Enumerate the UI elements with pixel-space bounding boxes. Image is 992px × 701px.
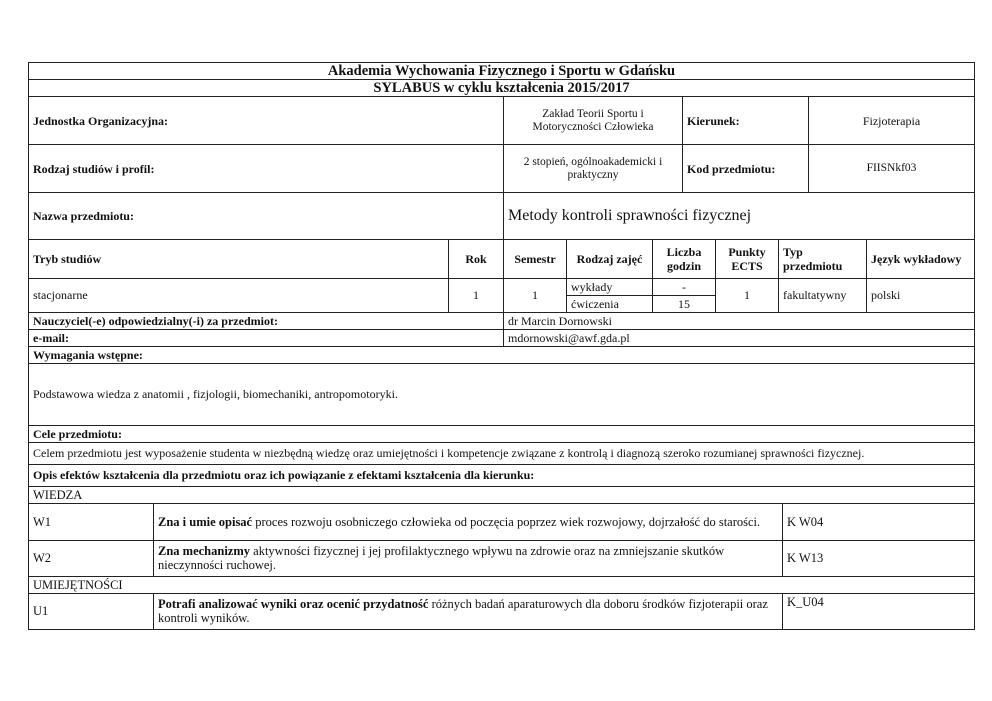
semestr-value: 1 <box>504 278 567 312</box>
goals-text: Celem przedmiotu jest wyposażenie studenta w niezbędną wiedzę oraz umiejętności i kompetencje związane z kontrolą i diagnozą szeroko rozumianej sprawności fizycznej. <box>29 442 975 464</box>
u1-bold: Potrafi analizować wyniki oraz ocenić przydatność <box>158 597 429 611</box>
col-header-rok: Rok <box>449 240 504 278</box>
col-header-punkty: Punkty ECTS <box>716 240 779 278</box>
liczba-cwiczenia: 15 <box>653 295 716 312</box>
syllabus-page <box>28 62 974 630</box>
requirements-label: Wymagania wstępne: <box>29 346 975 363</box>
w2-bold: Zna mechanizmy <box>158 544 251 558</box>
u1-text: różnych badań aparaturowych dla doboru środków fizjoterapii oraz kontroli wyników. <box>158 597 768 625</box>
w2-code: W2 <box>29 540 154 576</box>
u1-description <box>154 593 783 629</box>
unit-label: Jednostka Organizacyjna: <box>29 97 504 145</box>
rodzaj-studiow-value: 2 stopień, ogólnoakademicki i praktyczny <box>504 145 683 193</box>
nazwa-value: Metody kontroli sprawności fizycznej <box>504 193 975 240</box>
kod-value: FIISNkf03 <box>809 145 975 193</box>
w1-text: proces rozwoju osobniczego człowieka od poczęcia poprzez wiek rozwojowy, dojrzałość do starości. <box>252 514 761 529</box>
u1-ref: K_U04 <box>783 593 975 629</box>
liczba-wyklady: - <box>653 278 716 295</box>
w1-ref: K W04 <box>783 503 975 540</box>
kierunek-label: Kierunek: <box>683 97 809 145</box>
col-header-typ: Typ przedmiotu <box>779 240 867 278</box>
syllabus-title: SYLABUS w cyklu kształcenia 2015/2017 <box>29 80 975 97</box>
nazwa-label: Nazwa przedmiotu: <box>29 193 504 240</box>
u1-code: U1 <box>29 593 154 629</box>
requirements-text: Podstawowa wiedza z anatomii , fizjologii, biomechaniki, antropomotoryki. <box>29 363 975 425</box>
col-header-rodzaj: Rodzaj zajęć <box>567 240 653 278</box>
tryb-value: stacjonarne <box>29 278 449 312</box>
w2-description <box>154 540 783 576</box>
rok-value: 1 <box>449 278 504 312</box>
kierunek-value: Fizjoterapia <box>809 97 975 145</box>
email-label: e-mail: <box>29 329 504 346</box>
umiejetnosci-heading: UMIEJĘTNOŚCI <box>29 576 975 593</box>
study-mode-table <box>28 240 975 313</box>
rodzaj-cwiczenia: ćwiczenia <box>567 295 653 312</box>
kod-label: Kod przedmiotu: <box>683 145 809 193</box>
syllabus-header-table <box>28 62 975 240</box>
teacher-label: Nauczyciel(-e) odpowiedzialny(-i) za przedmiot: <box>29 313 504 330</box>
outcomes-label: Opis efektów kształcenia dla przedmiotu oraz ich powiązanie z efektami kształcenia dla kierunku: <box>29 464 975 486</box>
typ-value: fakultatywny <box>779 278 867 312</box>
jezyk-value: polski <box>867 278 975 312</box>
col-header-liczba: Liczba godzin <box>653 240 716 278</box>
w1-code: W1 <box>29 503 154 540</box>
course-details-table <box>28 313 975 487</box>
email-value: mdornowski@awf.gda.pl <box>504 329 975 346</box>
institution-title: Akademia Wychowania Fizycznego i Sportu w Gdańsku <box>29 63 975 80</box>
outcomes-table <box>28 487 975 630</box>
punkty-value: 1 <box>716 278 779 312</box>
col-header-semestr: Semestr <box>504 240 567 278</box>
w1-description <box>154 503 783 540</box>
w2-text: aktywności fizycznej i jej profilaktycznego wpływu na zdrowie oraz na zmniejszanie skutków nieczynności ruchowej. <box>158 544 725 572</box>
w2-ref: K W13 <box>783 540 975 576</box>
col-header-tryb: Tryb studiów <box>29 240 449 278</box>
unit-value: Zakład Teorii Sportu i Motoryczności Człowieka <box>504 97 683 145</box>
w1-bold: Zna i umie opisać <box>158 514 253 529</box>
wiedza-heading: WIEDZA <box>29 487 975 504</box>
goals-label: Cele przedmiotu: <box>29 425 975 442</box>
col-header-jezyk: Język wykładowy <box>867 240 975 278</box>
teacher-value: dr Marcin Dornowski <box>504 313 975 330</box>
rodzaj-wyklady: wykłady <box>567 278 653 295</box>
rodzaj-studiow-label: Rodzaj studiów i profil: <box>29 145 504 193</box>
